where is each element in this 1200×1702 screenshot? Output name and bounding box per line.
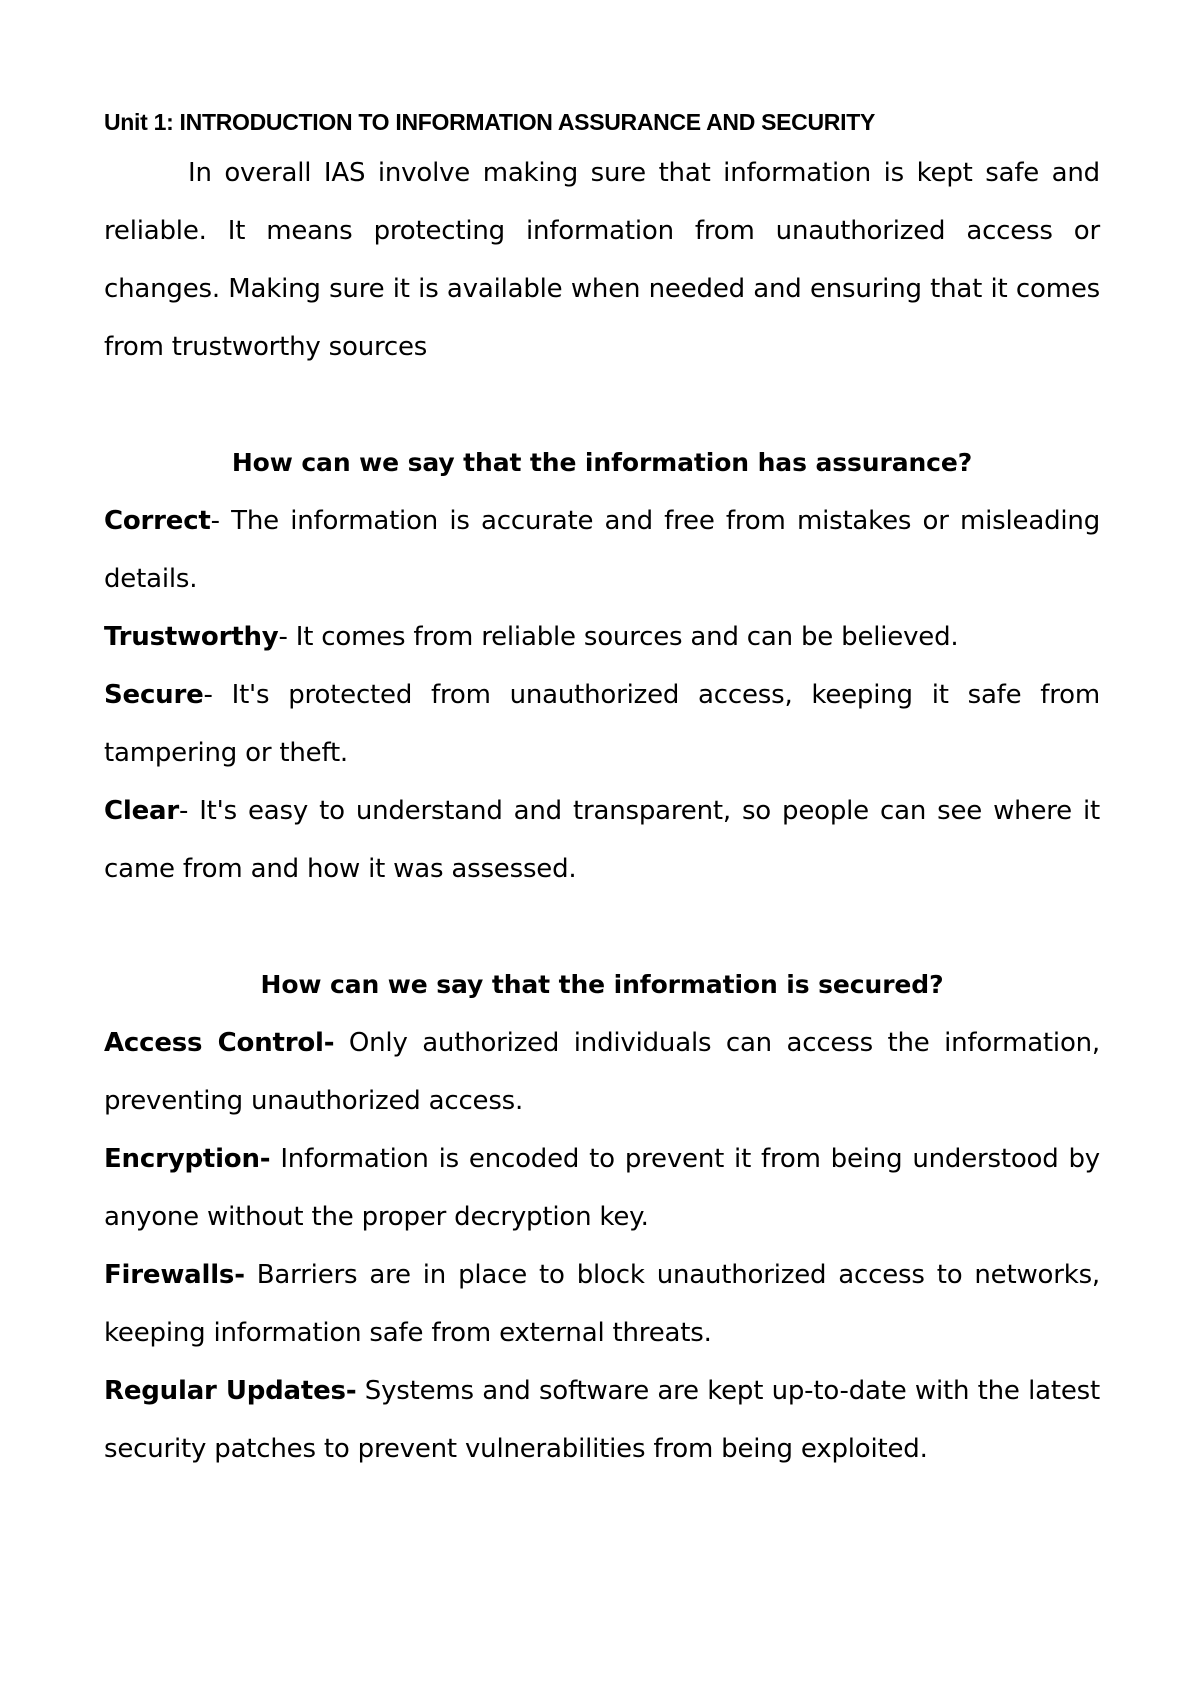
security-heading: How can we say that the information is secured?: [260, 970, 944, 999]
term-description: - It's easy to understand and transparent, so people can see where it came from and how it was assessed.: [104, 796, 1100, 884]
security-item-encryption: [104, 1130, 1100, 1246]
term-label: Secure: [104, 680, 204, 710]
term-label: Clear: [104, 796, 179, 826]
term-label: Firewalls-: [104, 1260, 245, 1290]
spacer: [104, 376, 1100, 434]
term-label: Correct: [104, 506, 211, 536]
term-description: Barriers are in place to block unauthorized access to networks, keeping information safe from external threats.: [104, 1260, 1100, 1348]
intro-paragraph: In overall IAS involve making sure that information is kept safe and reliable. It means protecting information from unauthorized access or changes. Making sure it is available when needed and ensuring that it comes from trustworthy sources: [104, 158, 1100, 362]
assurance-item-clear: [104, 782, 1100, 898]
term-description: - The information is accurate and free from mistakes or misleading details.: [104, 506, 1100, 594]
term-description: Only authorized individuals can access the information, preventing unauthorized access.: [104, 1028, 1100, 1116]
security-item-access-control: [104, 1014, 1100, 1130]
term-description: - It's protected from unauthorized access, keeping it safe from tampering or theft.: [104, 680, 1100, 768]
term-description: - It comes from reliable sources and can be believed.: [278, 622, 959, 652]
term-description: Systems and software are kept up-to-date with the latest security patches to prevent vulnerabilities from being exploited.: [104, 1376, 1100, 1464]
term-label: Regular Updates-: [104, 1376, 357, 1406]
security-item-regular-updates: [104, 1362, 1100, 1478]
document-page: [104, 100, 1100, 1478]
term-label: Encryption-: [104, 1144, 271, 1174]
assurance-item-correct: [104, 492, 1100, 608]
assurance-item-secure: [104, 666, 1100, 782]
assurance-item-trustworthy: [104, 608, 1100, 666]
term-description: Information is encoded to prevent it from being understood by anyone without the proper decryption key.: [104, 1144, 1100, 1232]
unit-title: Unit 1: INTRODUCTION TO INFORMATION ASSURANCE AND SECURITY: [104, 109, 875, 135]
term-label: Trustworthy: [104, 622, 279, 652]
spacer: [104, 898, 1100, 956]
term-label: Access Control-: [104, 1028, 335, 1058]
security-item-firewalls: [104, 1246, 1100, 1362]
assurance-heading: How can we say that the information has assurance?: [231, 448, 973, 477]
